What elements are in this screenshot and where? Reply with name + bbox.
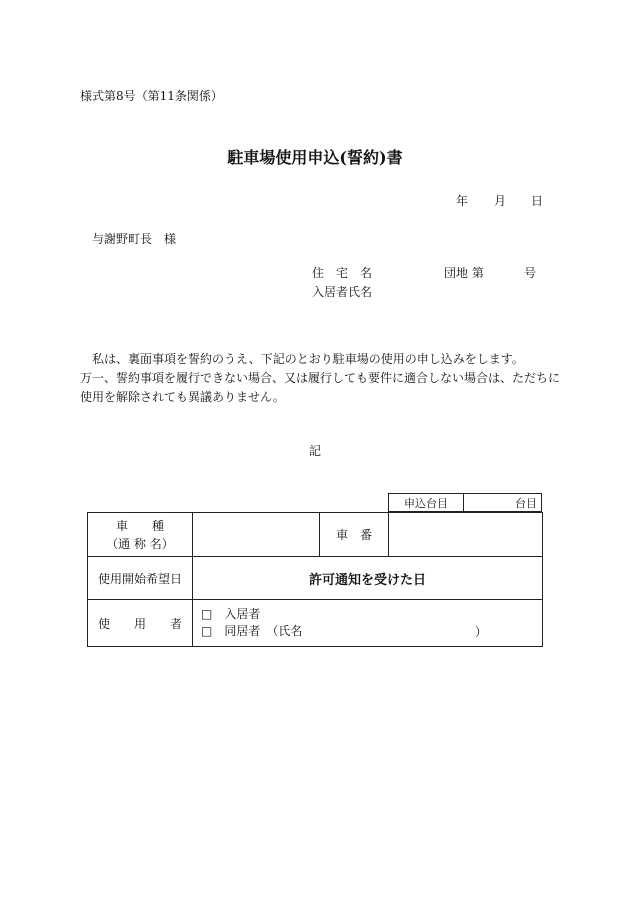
declaration-text — [80, 350, 560, 407]
applicant-block-label: 団地 第 — [444, 266, 484, 280]
user-options-cell — [193, 600, 543, 647]
date-day-label: 日 — [531, 194, 544, 208]
ki-heading: 記 — [308, 444, 321, 458]
form-number: 様式第8号（第11条関係） — [80, 89, 223, 103]
declaration-line-2: 万一、誓約事項を履行できない場合、又は履行しても要件に適合しない場合は、ただちに使用を解除されても異議ありません。 — [80, 371, 561, 404]
user-label: 使 用 者 — [88, 600, 193, 647]
start-date-label: 使用開始希望日 — [88, 557, 193, 600]
start-date-value: 許可通知を受けた日 — [193, 557, 543, 600]
vehicle-common-name-label: （通 称 名） — [106, 536, 174, 551]
applicant-address-label: 住 宅 名 — [312, 266, 373, 280]
applicant-number-label: 号 — [524, 266, 537, 280]
applicant-name-label: 入居者氏名 — [312, 285, 373, 299]
vehicle-table — [87, 512, 543, 647]
count-unit: 台目 — [515, 496, 537, 510]
declaration-line-1: 私は、裏面事項を誓約のうえ、下記のとおり駐車場の使用の申し込みをします。 — [92, 352, 524, 366]
user-option-cohabitant[interactable]: □ 同居者 （氏名 — [201, 624, 303, 638]
vehicle-type-label: 車 種 — [115, 518, 164, 533]
date-year-label: 年 — [456, 194, 469, 208]
addressee: 与謝野町長 様 — [92, 232, 177, 246]
application-count-label: 申込台目 — [389, 494, 464, 512]
vehicle-type-cell — [88, 513, 193, 557]
vehicle-number-field[interactable] — [389, 513, 543, 557]
vehicle-type-field[interactable] — [193, 513, 320, 557]
document-title: 駐車場使用申込(誓約)書 — [227, 148, 403, 167]
user-option-resident[interactable]: □ 入居者 — [201, 607, 261, 621]
date-month-label: 月 — [494, 194, 507, 208]
vehicle-number-label: 車 番 — [320, 513, 389, 557]
application-count-table — [388, 493, 542, 512]
application-count-field[interactable] — [464, 494, 542, 512]
user-close-paren: ） — [475, 625, 488, 639]
